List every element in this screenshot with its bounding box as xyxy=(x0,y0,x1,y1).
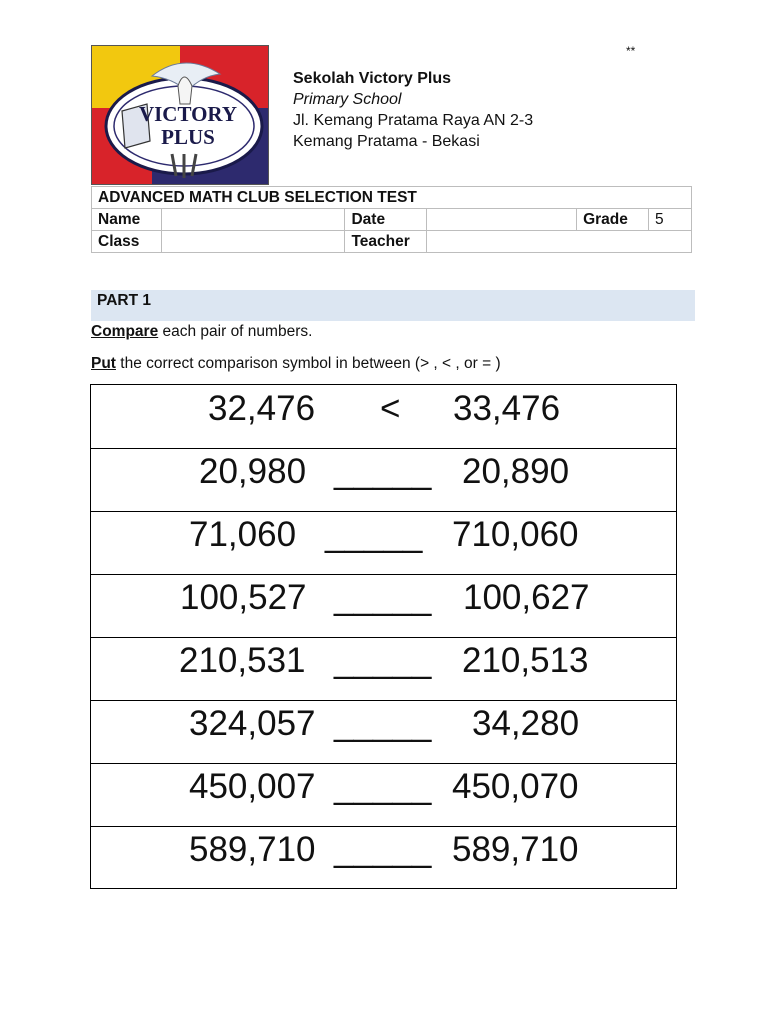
name-label: Name xyxy=(92,209,162,231)
comparison-row xyxy=(91,826,676,889)
right-number: 450,070 xyxy=(452,767,579,806)
date-label: Date xyxy=(345,209,427,231)
test-title: ADVANCED MATH CLUB SELECTION TEST xyxy=(92,187,692,209)
comparison-row xyxy=(91,574,676,638)
right-number: 210,513 xyxy=(462,641,589,680)
left-number: 100,527 xyxy=(180,578,307,617)
comparison-blank[interactable]: _____ xyxy=(334,830,432,869)
left-number: 210,531 xyxy=(179,641,306,680)
grade-label: Grade xyxy=(577,209,649,231)
school-type: Primary School xyxy=(293,91,402,108)
left-number: 32,476 xyxy=(208,389,316,428)
left-number: 589,710 xyxy=(189,830,316,869)
student-info-table xyxy=(91,186,692,253)
part-title: PART 1 xyxy=(97,292,151,309)
date-field[interactable] xyxy=(427,209,577,231)
right-number: 34,280 xyxy=(472,704,580,743)
comparison-table xyxy=(90,384,677,889)
right-number: 20,890 xyxy=(462,452,570,491)
comparison-blank[interactable]: _____ xyxy=(334,578,432,617)
teacher-label: Teacher xyxy=(345,231,427,253)
part-header xyxy=(91,290,695,321)
comparison-row xyxy=(91,385,676,449)
left-number: 20,980 xyxy=(199,452,307,491)
grade-value: 5 xyxy=(649,209,692,231)
comparison-blank[interactable]: _____ xyxy=(334,452,432,491)
school-address-line2: Kemang Pratama - Bekasi xyxy=(293,133,480,150)
left-number: 324,057 xyxy=(189,704,316,743)
instruction-put-keyword: Put xyxy=(91,355,116,372)
comparison-symbol[interactable]: < xyxy=(380,389,401,428)
right-number: 100,627 xyxy=(463,578,590,617)
class-field[interactable] xyxy=(161,231,345,253)
comparison-row xyxy=(91,637,676,701)
teacher-field[interactable] xyxy=(427,231,692,253)
instruction-put-text: the correct comparison symbol in between (> , < , or = ) xyxy=(115,355,501,372)
instruction-compare-text: each pair of numbers. xyxy=(158,323,313,340)
comparison-blank[interactable]: _____ xyxy=(334,767,432,806)
school-logo xyxy=(91,45,269,185)
comparison-blank[interactable]: _____ xyxy=(334,704,432,743)
comparison-row xyxy=(91,700,676,764)
comparison-blank[interactable]: _____ xyxy=(334,641,432,680)
school-info xyxy=(293,68,533,152)
comparison-blank[interactable]: _____ xyxy=(325,515,423,554)
name-field[interactable] xyxy=(161,209,345,231)
school-name: Sekolah Victory Plus xyxy=(293,70,451,87)
page-marker: ** xyxy=(626,44,636,58)
comparison-row xyxy=(91,448,676,512)
right-number: 33,476 xyxy=(453,389,561,428)
logo-text-bottom: PLUS xyxy=(161,125,215,149)
school-address-line1: Jl. Kemang Pratama Raya AN 2-3 xyxy=(293,112,534,129)
comparison-row xyxy=(91,511,676,575)
right-number: 589,710 xyxy=(452,830,579,869)
comparison-row xyxy=(91,763,676,827)
right-number: 710,060 xyxy=(452,515,579,554)
left-number: 71,060 xyxy=(189,515,297,554)
instruction-compare-keyword: Compare xyxy=(91,323,159,340)
left-number: 450,007 xyxy=(189,767,316,806)
instruction-compare xyxy=(91,323,312,341)
class-label: Class xyxy=(92,231,162,253)
logo-text-top: VICTORY xyxy=(138,102,238,126)
instruction-put xyxy=(91,355,501,373)
